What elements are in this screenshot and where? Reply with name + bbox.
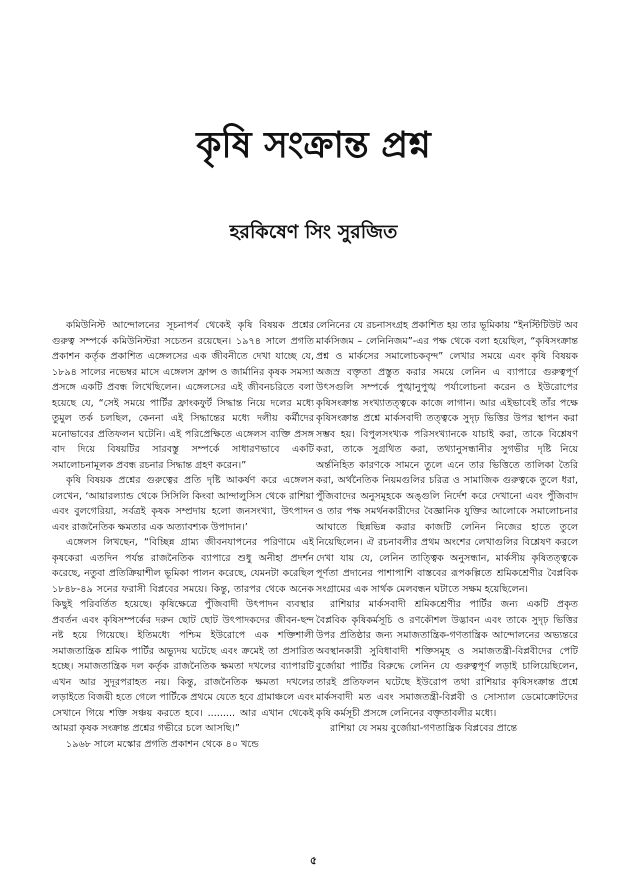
right-column (316, 318, 578, 737)
paragraph: রাশিয়া যে সময় বুর্জোয়া-গণতান্ত্রিক বিপ্লবের প্রান্তে (330, 723, 518, 734)
paragraph: লেনিনের যে রচনাসংগ্রহ প্রকাশিত হয় তার ভূমিকায় “ইনস্টিটিউট অব মার্কসিজম – লেনিনিজম”-এর পক্ষ থেকে বলা হয়েছিল, “কৃষিসংক্রান্ত প্রশ্ন ও মার্কসের সমালোচকবৃন্দ” লেখার সময়ে এবং কৃষি বিষয়ক অজস্র বক্তৃতা প্রস্তুত করার সময়ে লেনিন এ ব্যাপারে গুরুত্বপূর্ণ উৎসগুলি সম্পর্কে পুঙ্খানুপুঙ্খ পর্যালোচনা করেন ও ইউরোপের কৃষিসংক্রান্ত সংখ্যাতত্ত্বকে কাজে লাগান। আর এইভাবেই তাঁর পক্ষে কৃষিসংক্রান্ত প্রশ্নে মার্কসবাদী তত্ত্বকে সুদৃঢ় ভিত্তির উপর স্থাপন করা সম্ভব হয়। বিপুলসংখ্যক পরিসংখ্যানকে যাচাই করা, তাকে বিশ্লেষণ করা, তাকে সুগ্রথিত করা, তথ্যানুসন্ধানীর সুগভীর দৃষ্টি নিয়ে অর্ন্তনিহিত কারণকে সামনে তুলে এনে তার ভিত্তিতে তালিকা তৈরি করা, অর্থনৈতিক নিয়মগুলির চরিত্র ও সামাজিক গুরুত্বকে তুলে ধরা, পুঁজিবাদের অনুসমূহকে অঙ্গুলি নির্দেশ করে দেখানো এবং পুঁজিবাদ ও তার পক্ষ সমর্থনকারীদের বৈজ্ঞানিক যুক্তির আলোকে সমালোচনার আঘাতে ছিন্নভিন্ন করার কাজটি লেনিন নিজের হাতে তুলে নিয়েছিলেন। ঐ রচনাবলীর প্রথম অংশের লেখাগুলির বিশ্লেষণ করলে দেখা যায় যে, লেনিন তাত্ত্বিক অনুসন্ধান, মার্কসীয় কৃষিতত্ত্বকে পূর্ণতা প্রদানের পাশাপাশি বাস্তবের রূপকল্পিতে শ্রমিকশ্রেণীর বৈপ্লবিক সংগ্রামের এক সার্থক মেলবন্ধন ঘটাতে সক্ষম হয়েছিলেন। (316, 320, 578, 595)
article-title: কৃষি সংক্রান্ত প্রশ্ন (196, 125, 431, 166)
paragraph: কমিউনিস্ট আন্দোলনের সূচনাপর্ব থেকেই কৃষি বিষয়ক প্রশ্নের গুরুত্ব সম্পর্কে কমিউনিস্টরা সচেতন রয়েছেন। ১৯৭৪ সালে প্রগতি প্রকাশন কর্তৃক প্রকাশিত এঙ্গেলসের এক জীবনীতে দেখা যাচ্ছে যে, ১৮৯৪ সালের নভেম্বর মাসে এঙ্গেলস ফ্রান্স ও জার্মানির কৃষক সমস্যা প্রসঙ্গে একটি প্রবন্ধ লিখেছিলেন। এঙ্গেলসের এই জীবনচরিতে বলা হয়েছে যে, “সেই সময়ে পার্টির ফ্রাংকফুর্ট সিদ্ধান্ত নিয়ে দলের মধ্যে তুমুল তর্ক চলছিল, কেননা এই সিদ্ধান্তের মধ্যে দলীয় কর্মীদের মনোভাবের প্রতিফলন ঘটেনি। এই পরিপ্রেক্ষিতে এঙ্গেলস ব্যক্তি প্রসঙ্গ বাদ দিয়ে বিষয়টির সারবস্তু সম্পর্কে সাধারণভাবে একটি সমালোচনামূলক প্রবন্ধ রচনার সিদ্ধান্ত গ্রহণ করেন।” (52, 320, 314, 471)
paragraph: রাশিয়ার মার্কসবাদী শ্রমিকশ্রেণীর পার্টির জন্য একটি প্রকৃত বৈপ্লবিক কৃষিকর্মসূচি ও রণকৌশল উদ্ভাবন এবং তাকে সুদৃঢ় ভিত্তির উপর প্রতিষ্ঠার জন্য সমাজতান্ত্রিক-গণতান্ত্রিক আন্দোলনের অভ্যন্তরে অবস্থানকারী সুবিধাবাদী শক্তিসমূহ ও সমাজতন্ত্রী-বিপ্লবীদের পেটি বুর্জোয়া পার্টির বিরুদ্ধে লেনিন যে গুরুত্বপূর্ণ লড়াই চালিয়েছিলেন, তারই প্রতিফলন ঘটেছে ইউরোপ তথা রাশিয়ার কৃষিসংক্রান্ত প্রশ্নে মার্কসবাদী মত এবং সমাজতন্ত্রী-বিপ্লবী ও সোস্যাল ডেমোক্রোটদের কৃষি কর্মসূচী প্রসঙ্গে লেনিনের বক্তৃতাবলীর মধ্যে। (316, 599, 578, 719)
paragraph: কৃষি বিষয়ক প্রশ্নের গুরুত্বের প্রতি দৃষ্টি আকর্ষণ করে এঙ্গেলস লেখেন, ‘আয়ারল্যান্ড থেকে সিসিলি কিংবা আন্দালুসিস থেকে রাশিয়া এবং বুলগেরিয়া, সর্বত্রই কৃষক সম্প্রদায় হলো জনসংখ্যা, উৎপাদন এবং রাজনৈতিক ক্ষমতার এক অত্যাবশ্যক উপাদান।’ (52, 475, 314, 533)
article-author: হরকিষেণ সিং সুরজিত (229, 221, 398, 243)
left-column (52, 318, 314, 752)
paragraph: এঙ্গেলস লিখছেন, “বিচ্ছিন্ন গ্রাম্য জীবনযাপনের পরিণামে এই কৃষকেরা এতদিন পর্যন্ত রাজনৈতিক ব্যাপারে শুধু অনীহা প্রদর্শন করেছে, নতুবা প্রতিক্রিয়াশীল ভূমিকা পালন করেছে, যেমনটা করেছিল ১৮৪৮-৪৯ সনের ফরাসী বিপ্লবের সময়ে। কিন্তু, তারপর থেকে অনেক কিছুই পরিবর্তিত হয়েছে। কৃষিক্ষেত্রে পুঁজিবাদী উৎপাদন ব্যবস্থার প্রবর্তন এবং কৃষিসম্পর্কের দরুন ছোট ছোট উৎপাদকদের জীবন-ছন্দ নষ্ট হয়ে গিয়েছে। ইতিমধ্যে পশ্চিম ইউরোপে এক শক্তিশালী সমাজতান্ত্রিক শ্রমিক পার্টির অভ্যুদয় ঘটেছে এবং ক্রমেই তা প্রসারিত হচ্ছে। সমাজতান্ত্রিক দল কর্তৃক রাজনৈতিক ক্ষমতা দখলের ব্যাপারটি এখন আর সুদূরপরাহত নয়। কিন্তু, রাজনৈতিক ক্ষমতা দখলের লড়াইতে বিজয়ী হতে গেলে পার্টিকে প্রথমে যেতে হবে গ্রামাঞ্চলে এবং সেখানে গিয়ে শক্তি সঞ্চয় করতে হবে। ......... আর এখান থেকেই আমরা কৃষক সংক্রান্ত প্রশ্নের গভীরে চলে আসছি।” (52, 537, 314, 734)
paragraph: ১৯৬৮ সালে মস্কোর প্রগতি প্রকাশন থেকে ৪০ খন্ডে (66, 738, 259, 750)
page-number: ৫ (309, 854, 318, 867)
